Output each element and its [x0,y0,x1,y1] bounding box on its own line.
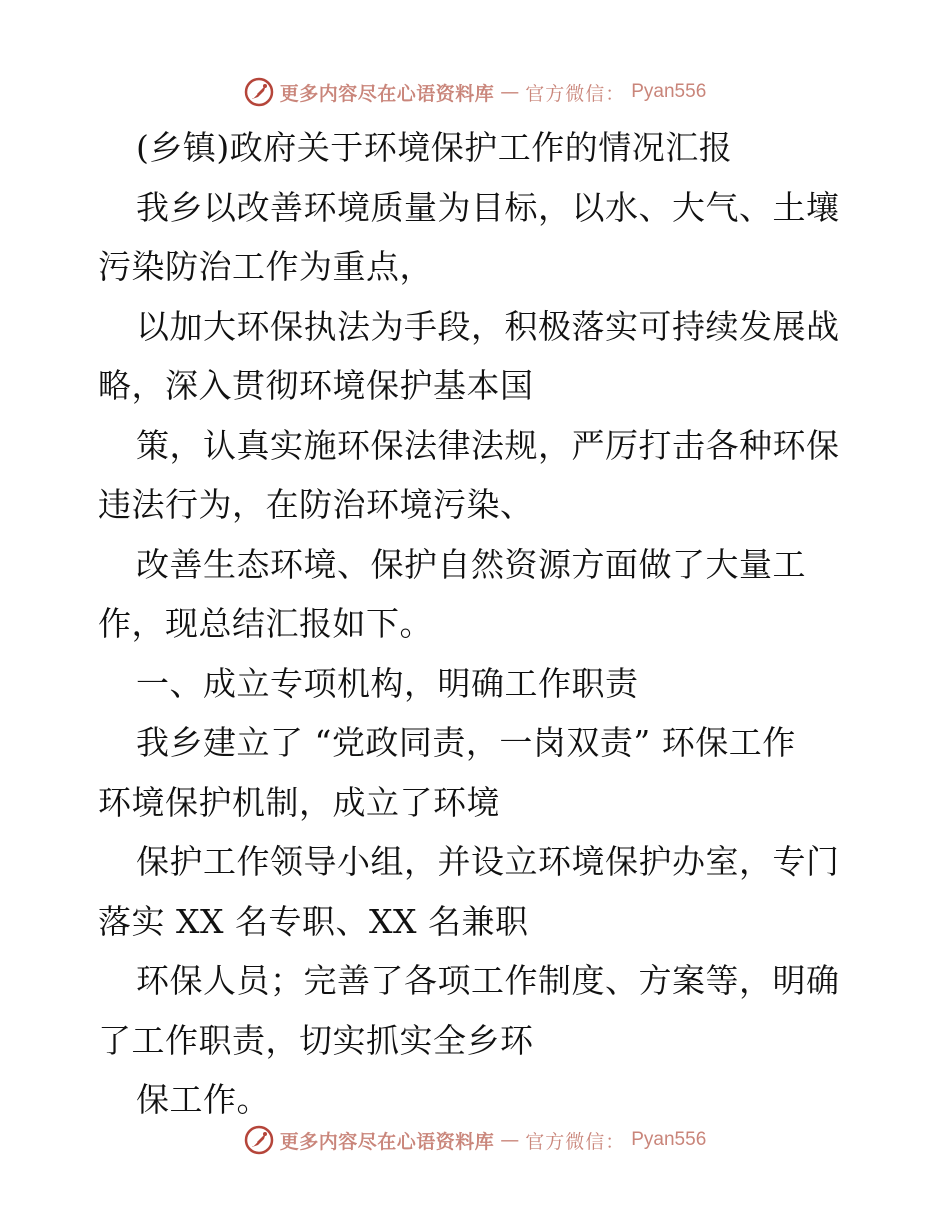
banner-dash: — [500,81,520,103]
document-line: 我乡建立了 “党政同责，一岗双责” 环保工作 [136,723,796,762]
document-body [98,118,858,1130]
banner-weixin-label: 官方微信： [525,82,626,105]
document-line: 落实 XX 名专职、XX 名兼职 [98,901,529,941]
document-line: 违法行为，在防治环境污染、 [98,485,534,524]
banner-dash: — [500,1129,520,1151]
footer-banner [0,1120,950,1160]
banner-text: 更多内容尽在心语资料库 [279,82,495,105]
banner-text: 更多内容尽在心语资料库 [279,1130,495,1153]
banner-weixin-label: 官方微信： [525,1130,626,1153]
document-line: 污染防治工作为重点， [98,247,433,286]
banner-content [244,1125,707,1155]
document-line: 环保人员；完善了各项工作制度、方案等，明确 [136,961,840,1000]
document-line: 策，认真实施环保法律法规，严厉打击各种环保 [136,425,840,465]
document-line: 作，现总结汇报如下。 [98,604,433,643]
document-line: 我乡以改善环境质量为目标，以水、大气、土壤 [136,187,840,227]
document-line: 保工作。 [136,1080,270,1119]
quill-circle-icon [244,1125,274,1155]
document-line: 一、成立专项机构，明确工作职责 [136,663,639,703]
document-line: 环境保护机制，成立了环境 [98,782,500,822]
header-banner [0,72,950,112]
banner-weixin-id: Pyan556 [631,1129,707,1150]
quill-circle-icon [244,77,274,107]
document-line: 略，深入贯彻环境保护基本国 [98,366,534,405]
document-line: 保护工作领导小组，并设立环境保护办室，专门 [136,842,840,881]
document-line: 以加大环保执法为手段，积极落实可持续发展战 [136,306,840,346]
document-line: 改善生态环境、保护自然资源方面做了大量工 [136,544,806,584]
document-line: (乡镇)政府关于环境保护工作的情况汇报 [136,128,733,167]
document-line: 了工作职责，切实抓实全乡环 [98,1020,534,1060]
banner-weixin-id: Pyan556 [631,81,707,102]
banner-content [244,77,707,107]
